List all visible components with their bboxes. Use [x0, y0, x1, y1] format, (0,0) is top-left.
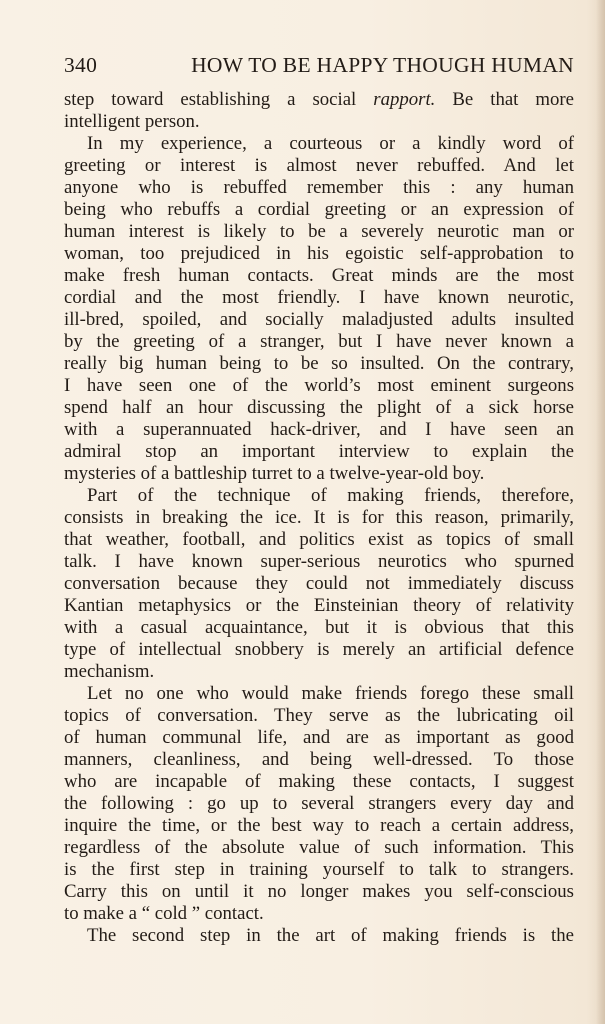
- text-line: talk. I have known super-serious neurotics who spurned: [64, 551, 574, 572]
- text-line: with a superannuated hack-driver, and I have seen an: [64, 419, 574, 440]
- text-line: admiral stop an important interview to explain the: [64, 441, 574, 462]
- text-line: being who rebuffs a cordial greeting or an expression of: [64, 199, 574, 220]
- text-line: greeting or interest is almost never rebuffed. And let: [64, 155, 574, 176]
- text-line: woman, too prejudiced in his egoistic self-approbation to: [64, 243, 574, 264]
- text-line: by the greeting of a stranger, but I have never known a: [64, 331, 574, 352]
- text-line: cordial and the most friendly. I have known neurotic,: [64, 287, 574, 308]
- text-line: topics of conversation. They serve as the lubricating oil: [64, 705, 574, 726]
- italic-term: rapport.: [373, 89, 436, 110]
- text-line: who are incapable of making these contacts, I suggest: [64, 771, 574, 792]
- text-line: anyone who is rebuffed remember this : any human: [64, 177, 574, 198]
- text-line: Kantian metaphysics or the Einsteinian theory of relativity: [64, 595, 574, 616]
- paragraph-first-line: In my experience, a courteous or a kindly word of: [87, 133, 574, 154]
- running-title: HOW TO BE HAPPY THOUGH HUMAN: [191, 53, 574, 77]
- text-line: inquire the time, or the best way to reach a certain address,: [64, 815, 574, 836]
- text-line: is the first step in training yourself to talk to strangers.: [64, 859, 574, 880]
- text-line: that weather, football, and politics exist as topics of small: [64, 529, 574, 550]
- text-segment: Be that more: [435, 89, 574, 110]
- text-line: to make a “ cold ” contact.: [64, 903, 264, 924]
- text-line: mechanism.: [64, 661, 155, 682]
- page-number: 340: [64, 53, 98, 77]
- text-line: Carry this on until it no longer makes you self-conscious: [64, 881, 574, 902]
- text-line: manners, cleanliness, and being well-dressed. To those: [64, 749, 574, 770]
- text-line: [64, 89, 574, 111]
- text-line: intelligent person.: [64, 111, 200, 132]
- text-line: human interest is likely to be a severely neurotic man or: [64, 221, 574, 242]
- page-edge-shadow: [596, 0, 605, 1024]
- text-line: type of intellectual snobbery is merely an artificial defence: [64, 639, 574, 660]
- text-line: consists in breaking the ice. It is for this reason, primarily,: [64, 507, 574, 528]
- text-line: the following : go up to several strangers every day and: [64, 793, 574, 814]
- paragraph-first-line: Part of the technique of making friends, therefore,: [87, 485, 574, 506]
- text-line: really big human being to be so insulted. On the contrary,: [64, 353, 574, 374]
- text-line: spend half an hour discussing the plight of a sick horse: [64, 397, 574, 418]
- text-line: of human communal life, and are as important as good: [64, 727, 574, 748]
- text-line: conversation because they could not immediately discuss: [64, 573, 574, 594]
- text-line: regardless of the absolute value of such information. This: [64, 837, 574, 858]
- text-line: make fresh human contacts. Great minds are the most: [64, 265, 574, 286]
- page-header: [64, 53, 574, 83]
- body-text: [64, 89, 574, 947]
- text-line: ill-bred, spoiled, and socially maladjusted adults insulted: [64, 309, 574, 330]
- text-segment: step toward establishing a social: [64, 89, 374, 110]
- paragraph-first-line: The second step in the art of making friends is the: [87, 925, 574, 946]
- text-line: with a casual acquaintance, but it is obvious that this: [64, 617, 574, 638]
- paragraph-first-line: Let no one who would make friends forego these small: [87, 683, 574, 704]
- text-line: mysteries of a battleship turret to a twelve-year-old boy.: [64, 463, 485, 484]
- text-line: I have seen one of the world’s most eminent surgeons: [64, 375, 574, 396]
